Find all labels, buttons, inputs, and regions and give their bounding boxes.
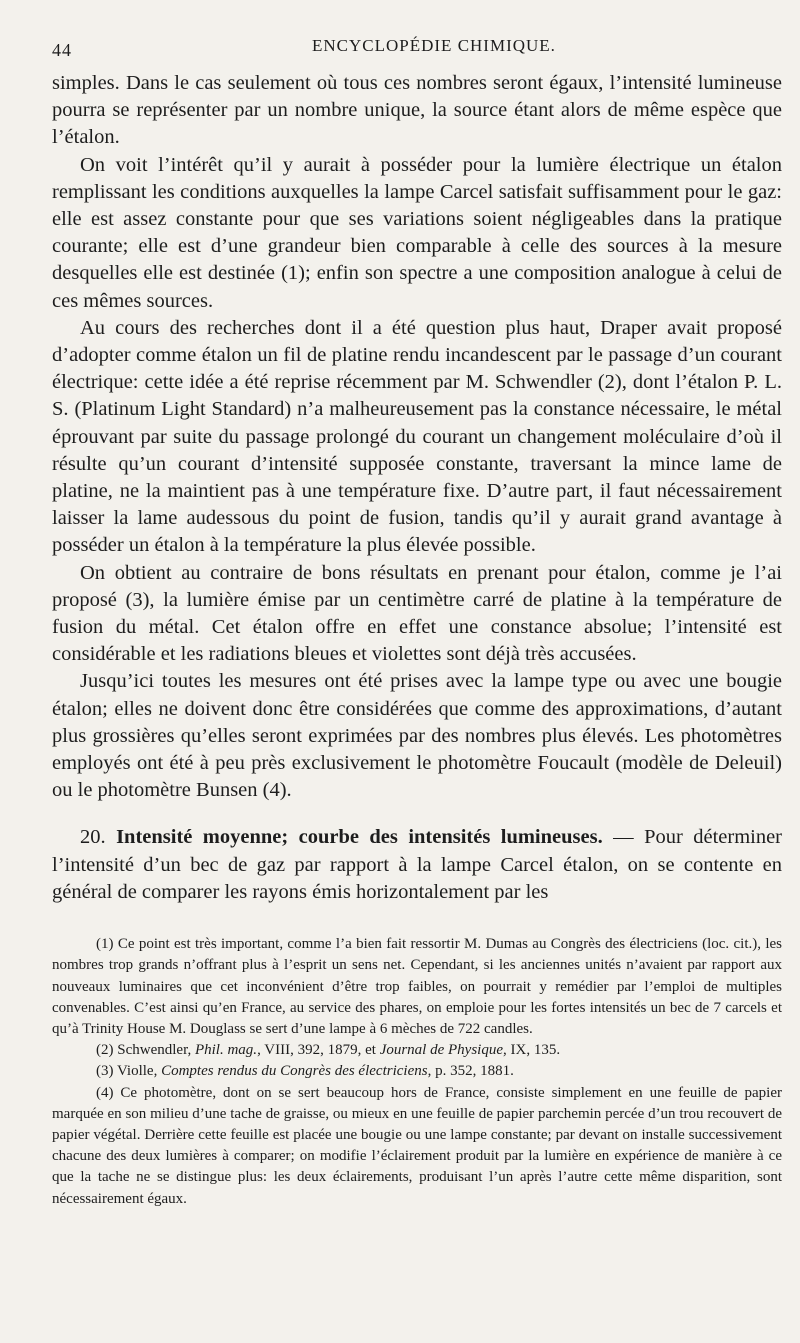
section-text: — Pour déterminer l’intensité d’un bec de gaz par rapport à la lampe Carcel étalon, on se contente en général de comparer les rayons émis horizontalement par les xyxy=(52,826,783,903)
footnotes xyxy=(52,934,782,1210)
footnote-2-number: (2) xyxy=(96,1042,114,1059)
paragraph-5: Jusqu’ici toutes les mesures ont été prises avec la lampe type ou avec une bougie étalon; elles ne doivent donc être considérées que comme des approximations, d’autant plus grossières qu’elles seront exprimées par des nombres plus élevés. Les photomètres employés ont été à peu près exclusivement le photomètre Foucault (modèle de Deleuil) ou le photomètre Bunsen (4). xyxy=(52,670,782,802)
footnote-2-journal-2: Journal de Physique xyxy=(379,1042,503,1059)
footnote-2 xyxy=(52,1040,782,1061)
paragraph-1: simples. Dans le cas seulement où tous ces nombres seront égaux, l’intensité lumineuse pourra se représenter par un nombre unique, la source étant alors de même espèce que l’étalon. xyxy=(52,72,782,149)
paragraph-3: Au cours des recherches dont il a été question plus haut, Draper avait proposé d’adopter comme étalon un fil de platine rendu incandescent par le passage d’un courant électrique: cette idée a été reprise récemment par M. Schwendler (2), dont l’étalon P. L. S. (Platinum Light Standard) n’a malheureusement pas la constance nécessaire, le métal éprouvant par suite du passage prolongé du courant un changement moléculaire d’où il résulte qu’un courant d’intensité supposée constante, traversant la mince lame de platine, ne la maintient pas à une température fixe. D’autre part, il faut nécessairement laisser la lame audessous du point de fusion, tandis qu’il y aurait grand avantage à posséder un étalon à la température la plus élevée possible. xyxy=(52,316,782,557)
footnote-1-text: Ce point est très important, comme l’a bien fait ressortir M. Dumas au Congrès des électriciens (loc. cit.), les nombres trop grands n’offrant plus à l’esprit un sens net. Cependant, si les anciennes unités n’avaient par rapport aux nouveaux luminaires que cet inconvénient d’être trop faibles, on pourrait y remédier par l’emploi de multiples convenables. C’est ainsi qu’en France, au service des phares, on emploie pour les fortes intensités un bec de 7 carcels et qu’à Trinity House M. Douglass se sert d’une lampe à 6 mèches de 722 candles. xyxy=(52,936,782,1037)
footnote-2-ref-1: , VIII, 392, 1879, et xyxy=(257,1042,380,1059)
footnote-3-author: Violle, xyxy=(113,1063,162,1080)
footnote-4-text: Ce photomètre, dont on se sert beaucoup hors de France, consiste simplement en une feuille de papier marquée en son milieu d’une tache de graisse, ou mieux en une feuille de papier parchemin percée d’un trou recouvert de papier végétal. Derrière cette feuille est placée une bougie ou une lampe constante; par devant on installe successivement chacune des deux lumières à comparer; on modifie l’éclairement produit par la lumière en expérience de manière à ce que la tache ne se distingue plus: les deux éclairements, produisant l’un après l’autre cette même disparition, sont nécessairement égaux. xyxy=(52,1084,782,1207)
paragraph-4: On obtient au contraire de bons résultats en prenant pour étalon, comme je l’ai proposé (3), la lumière émise par un centimètre carré de platine à la température de fusion du métal. Cet étalon offre en effet une constance absolue; l’intensité est considérable et les radiations bleues et violettes sont déjà très accusées. xyxy=(52,561,782,666)
page-number: 44 xyxy=(52,40,72,60)
section-20 xyxy=(52,824,782,906)
footnote-4 xyxy=(52,1083,782,1210)
footnote-1-number: (1) xyxy=(96,936,114,953)
footnote-3-title: Comptes rendus du Congrès des électriciens xyxy=(161,1063,428,1080)
footnote-4-number: (4) xyxy=(96,1084,114,1101)
footnote-2-journal-1: Phil. mag. xyxy=(194,1042,258,1059)
page-header xyxy=(52,30,782,60)
footnote-3 xyxy=(52,1061,782,1082)
main-text xyxy=(52,70,782,906)
running-head: ENCYCLOPÉDIE CHIMIQUE. xyxy=(312,36,556,55)
footnote-2-author: Schwendler, xyxy=(113,1042,195,1059)
footnote-3-number: (3) xyxy=(96,1063,114,1080)
paragraph-2: On voit l’intérêt qu’il y aurait à posséder pour la lumière électrique un étalon remplissant les conditions auxquelles la lampe Carcel satisfait suffisamment pour le gaz: elle est assez constante pour que ses variations soient négligeables dans la pratique courante; elle est d’une grandeur bien comparable à celle des sources à la mesure desquelles elle est destinée (1); enfin son spectre a une composition analogue à celui de ces mêmes sources. xyxy=(52,153,782,312)
section-number: 20. xyxy=(80,826,106,849)
footnote-2-ref-2: , IX, 135. xyxy=(503,1042,561,1059)
section-title: Intensité moyenne; courbe des intensités lumineuses. xyxy=(116,826,603,849)
book-page xyxy=(52,30,782,1320)
footnote-1 xyxy=(52,934,782,1040)
footnote-3-ref: , p. 352, 1881. xyxy=(427,1063,514,1080)
